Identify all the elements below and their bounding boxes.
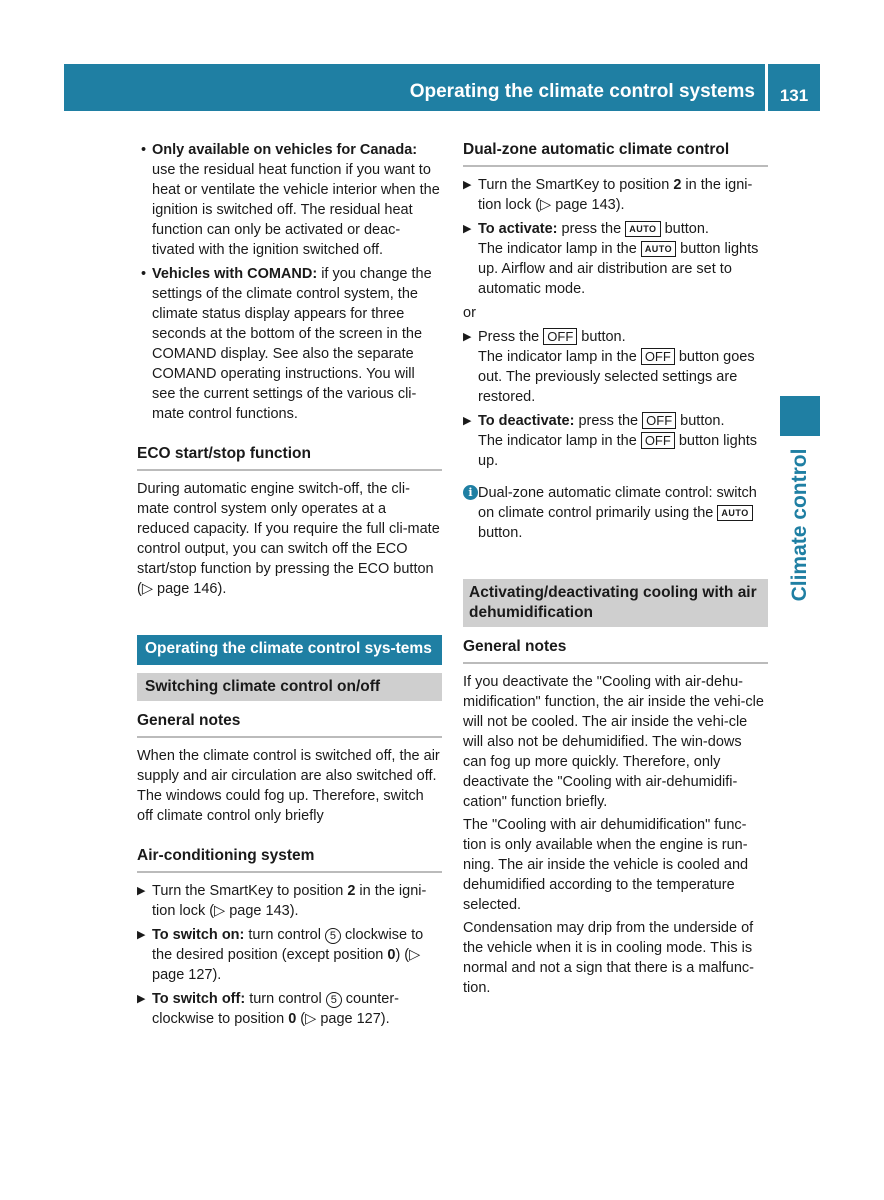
control-number-icon: 5 bbox=[326, 992, 342, 1008]
step-bold: 0 bbox=[387, 947, 396, 963]
or-text: or bbox=[463, 305, 476, 321]
step-lead: To switch on: bbox=[152, 927, 245, 943]
eco-text: During automatic engine switch-off, the cli-mate control system only operates at a reduced capacity. If you require the full cli-mate control output, you can switch off the ECO start/stop function by pressing the ECO button (▷ page 146). bbox=[137, 481, 440, 597]
auto-button-icon: AUTO bbox=[625, 221, 660, 237]
step-arrow-icon: ▶ bbox=[463, 415, 472, 427]
bullet-dot: • bbox=[141, 142, 147, 158]
auto-button-icon: AUTO bbox=[717, 505, 752, 521]
right-column bbox=[463, 140, 768, 998]
step-bold: 0 bbox=[288, 1011, 297, 1027]
step-text: Turn the SmartKey to position bbox=[152, 883, 348, 899]
step-bold: 2 bbox=[673, 177, 682, 193]
cooling-notes-p1: If you deactivate the "Cooling with air-dehu-midification" function, the air inside the vehi-cle will not be cooled. The air inside the vehi-cle will also not be dehumidified. The win-dows can fog up more quickly. Therefore, only deactivate the "Cooling with air-dehumidifi-cation" function briefly. bbox=[463, 674, 764, 810]
info-icon: i bbox=[463, 485, 478, 500]
step-text: (▷ page 127). bbox=[296, 1011, 390, 1027]
step-lead: To deactivate: bbox=[478, 413, 575, 429]
step-text: press the bbox=[557, 221, 626, 237]
step-arrow-icon: ▶ bbox=[137, 993, 146, 1005]
side-tab bbox=[756, 440, 844, 610]
step-lead: To switch off: bbox=[152, 991, 246, 1007]
step-press-off bbox=[463, 327, 768, 407]
step-arrow-icon: ▶ bbox=[463, 179, 472, 191]
step-text: button. bbox=[660, 221, 709, 237]
bullet-canada bbox=[137, 140, 442, 260]
bullet-comand bbox=[137, 264, 442, 424]
step-text: clockwise to the desired position (except position bbox=[152, 927, 424, 963]
off-button-icon: OFF bbox=[641, 348, 675, 365]
step-text: button lights up. bbox=[478, 433, 758, 469]
step-text: in the igni-tion lock (▷ page 143). bbox=[152, 883, 427, 919]
bullet-lead: Only available on vehicles for Canada: bbox=[152, 142, 418, 158]
step-switch-on bbox=[137, 925, 442, 985]
step-text: turn control bbox=[245, 991, 326, 1007]
step-text: button. bbox=[676, 413, 725, 429]
header-title-area bbox=[64, 64, 765, 111]
section-cooling: Activating/deactivating cooling with air dehumidification bbox=[463, 579, 768, 627]
step-text: ) (▷ page 127). bbox=[152, 947, 421, 983]
step-text: button lights up. Airflow and air distribution are set to automatic mode. bbox=[478, 241, 759, 297]
step-arrow-icon: ▶ bbox=[137, 929, 146, 941]
section-operating: Operating the climate control sys-tems bbox=[137, 635, 442, 665]
step-smartkey bbox=[463, 175, 768, 215]
cooling-notes-p2: The "Cooling with air dehumidification" func-tion is only available when the engine is run-ning. The air inside the vehicle is cooled and dehumidified according to the temperature selected. bbox=[463, 817, 749, 913]
heading-general-notes: General notes bbox=[463, 637, 768, 664]
cooling-notes-p3: Condensation may drip from the underside of the vehicle when it is in cooling mode. This is normal and not a sign that there is a malfunc-tion. bbox=[463, 920, 754, 996]
left-column bbox=[137, 140, 442, 1033]
heading-dual-zone: Dual-zone automatic climate control bbox=[463, 140, 768, 167]
heading-eco: ECO start/stop function bbox=[137, 444, 442, 471]
step-text: turn control bbox=[244, 927, 325, 943]
step-text: in the igni-tion lock (▷ page 143). bbox=[478, 177, 753, 213]
info-text: button. bbox=[478, 525, 523, 541]
step-text: The indicator lamp in the bbox=[478, 349, 641, 365]
page-number: 131 bbox=[779, 86, 809, 105]
step-text: button. bbox=[577, 329, 626, 345]
step-text: counter-clockwise to position bbox=[152, 991, 399, 1027]
bullet-text: use the residual heat function if you want to heat or ventilate the vehicle interior when the ignition is switched off. The residual heat function can only be activated or deac-tivated with the ignition switched off. bbox=[152, 162, 440, 258]
side-tab-label: Climate control bbox=[788, 448, 811, 602]
step-text: Press the bbox=[478, 329, 544, 345]
heading-general-notes: General notes bbox=[137, 711, 442, 738]
bullet-dot: • bbox=[141, 266, 147, 282]
step-arrow-icon: ▶ bbox=[463, 223, 472, 235]
off-button-icon: OFF bbox=[641, 432, 675, 449]
step-deactivate bbox=[463, 411, 768, 471]
step-lead: To activate: bbox=[478, 221, 558, 237]
bullet-text: if you change the settings of the climate control system, the climate status display appears for three seconds at the bottom of the screen in the COMAND display. See also the separate COMAND operating instructions. You will see the current settings of the various cli-mate control functions. bbox=[152, 266, 432, 422]
step-arrow-icon: ▶ bbox=[463, 331, 472, 343]
step-text: Turn the SmartKey to position bbox=[478, 177, 674, 193]
control-number-icon: 5 bbox=[325, 928, 341, 944]
step-text: The indicator lamp in the bbox=[478, 241, 641, 257]
step-text: The indicator lamp in the bbox=[478, 433, 641, 449]
page-title: Operating the climate control systems bbox=[409, 81, 755, 102]
auto-button-icon: AUTO bbox=[641, 241, 676, 257]
bullet-lead: Vehicles with COMAND: bbox=[152, 266, 318, 282]
step-text: press the bbox=[574, 413, 643, 429]
step-smartkey bbox=[137, 881, 442, 921]
section-switching: Switching climate control on/off bbox=[137, 673, 442, 701]
step-switch-off bbox=[137, 989, 442, 1029]
general-notes-text: When the climate control is switched off, the air supply and air circulation are also switched off. The windows could fog up. Therefore, switch off climate control only briefly bbox=[137, 748, 440, 824]
heading-air-conditioning: Air-conditioning system bbox=[137, 846, 442, 873]
step-bold: 2 bbox=[347, 883, 356, 899]
step-arrow-icon: ▶ bbox=[137, 885, 146, 897]
info-text: Dual-zone automatic climate control: switch on climate control primarily using the bbox=[478, 485, 757, 521]
step-text: button goes out. The previously selected settings are restored. bbox=[478, 349, 755, 405]
off-button-icon: OFF bbox=[543, 328, 577, 345]
step-activate bbox=[463, 219, 768, 299]
info-note bbox=[463, 483, 768, 543]
off-button-icon: OFF bbox=[642, 412, 676, 429]
side-tab-marker bbox=[780, 396, 820, 436]
